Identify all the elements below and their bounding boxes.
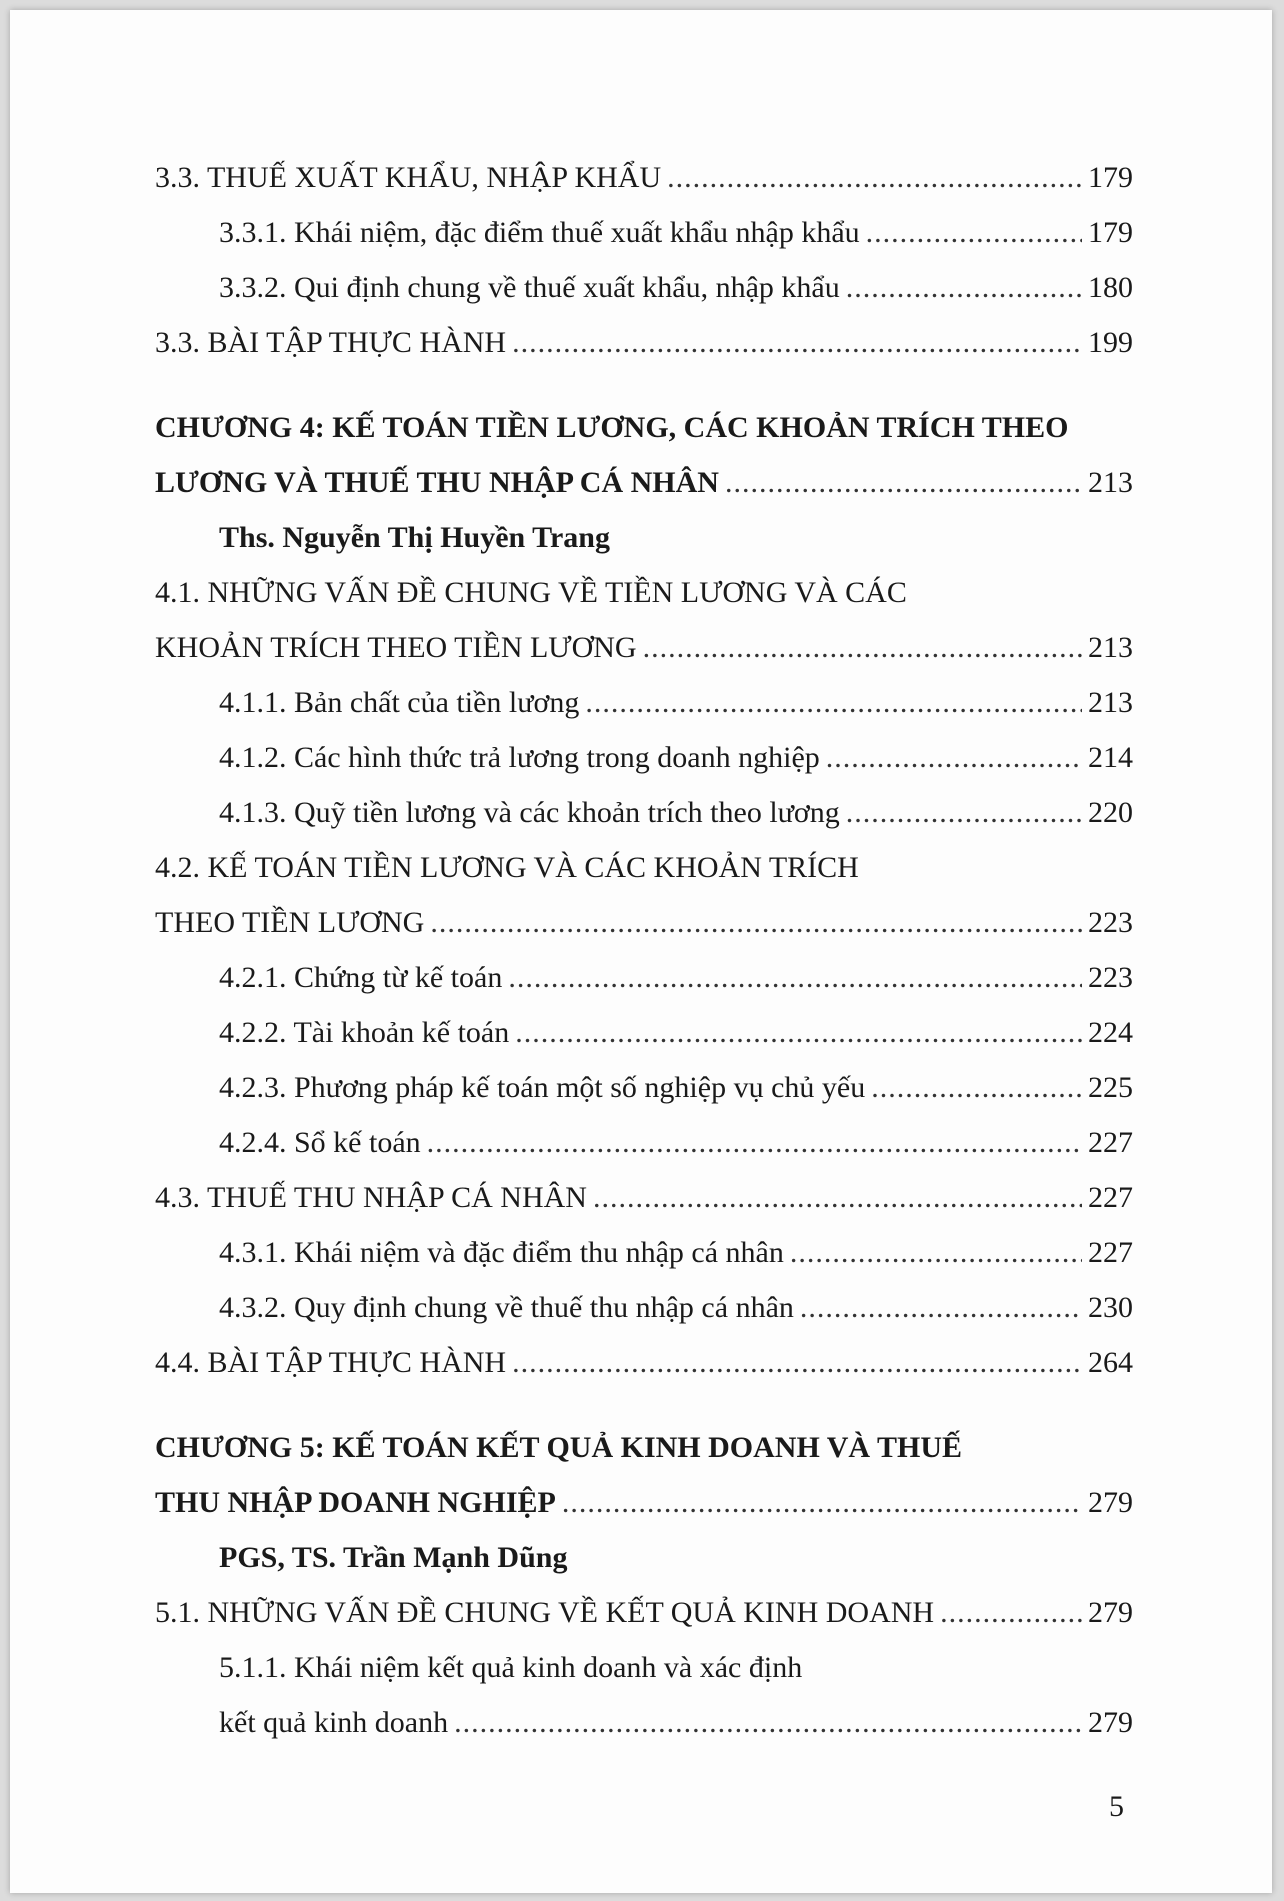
toc-entry <box>219 1225 1133 1280</box>
dot-leader <box>800 1280 1082 1335</box>
chapter-page: 279 <box>1088 1486 1133 1519</box>
toc-entry <box>155 1170 1133 1225</box>
dot-leader <box>593 1170 1082 1225</box>
toc-entry <box>155 150 1133 205</box>
toc-entry <box>155 1335 1133 1390</box>
toc-entry <box>219 260 1133 315</box>
toc-entry <box>219 1005 1133 1060</box>
toc-entry-page: 223 <box>1088 906 1133 939</box>
toc-entry-page: 213 <box>1088 631 1133 664</box>
dot-leader <box>643 620 1082 675</box>
chapter-5-heading <box>155 1420 1133 1530</box>
spacer <box>155 370 1133 400</box>
toc-entry-title: 4.1.1. Bản chất của tiền lương <box>219 686 580 719</box>
dot-leader <box>430 895 1082 950</box>
toc-entry-title: 3.3. BÀI TẬP THỰC HÀNH <box>155 326 507 359</box>
toc-entry <box>155 315 1133 370</box>
dot-leader <box>871 1060 1082 1115</box>
dot-leader <box>667 150 1082 205</box>
toc-entry-title: 3.3. THUẾ XUẤT KHẨU, NHẬP KHẨU <box>155 161 662 194</box>
toc-entry <box>219 1115 1133 1170</box>
toc-entry <box>219 1695 1133 1750</box>
chapter-page: 213 <box>1088 466 1133 499</box>
toc-entry-page: 225 <box>1088 1071 1133 1104</box>
toc-entry-page: 199 <box>1088 326 1133 359</box>
toc-entry-page: 279 <box>1088 1596 1133 1629</box>
toc-entry-title: 4.3. THUẾ THU NHẬP CÁ NHÂN <box>155 1181 587 1214</box>
toc-entry-page: 224 <box>1088 1016 1133 1049</box>
toc-entry-page: 213 <box>1088 686 1133 719</box>
toc-entry-title: 4.2.3. Phương pháp kế toán một số nghiệp vụ chủ yếu <box>219 1071 866 1104</box>
toc-entry-page: 279 <box>1088 1706 1133 1739</box>
toc-entry-title: 3.3.1. Khái niệm, đặc điểm thuế xuất khẩu nhập khẩu <box>219 216 860 249</box>
dot-leader <box>508 950 1082 1005</box>
toc-entry <box>219 785 1133 840</box>
toc-entry <box>155 620 1133 675</box>
dot-leader <box>846 785 1082 840</box>
spacer <box>155 1390 1133 1420</box>
toc-entry-page: 264 <box>1088 1346 1133 1379</box>
toc-entry-title: 4.3.1. Khái niệm và đặc điểm thu nhập cá nhân <box>219 1236 784 1269</box>
toc-entry-page: 227 <box>1088 1126 1133 1159</box>
toc-entry-title: 3.3.2. Qui định chung về thuế xuất khẩu, nhập khẩu <box>219 271 840 304</box>
dot-leader <box>515 1005 1082 1060</box>
toc-entry <box>219 205 1133 260</box>
toc-entry <box>219 675 1133 730</box>
toc-entry-title: 4.4. BÀI TẬP THỰC HÀNH <box>155 1346 507 1379</box>
table-of-contents <box>155 150 1133 1750</box>
toc-entry-page: 227 <box>1088 1181 1133 1214</box>
toc-entry-page: 179 <box>1088 161 1133 194</box>
dot-leader <box>585 675 1082 730</box>
dot-leader <box>427 1115 1082 1170</box>
toc-entry-page: 180 <box>1088 271 1133 304</box>
dot-leader <box>454 1695 1082 1750</box>
dot-leader <box>940 1585 1082 1640</box>
section-title-line1: 5.1.1. Khái niệm kết quả kinh doanh và xác định <box>219 1651 803 1684</box>
toc-entry <box>219 1060 1133 1115</box>
toc-entry-page: 220 <box>1088 796 1133 829</box>
book-page <box>10 10 1272 1893</box>
toc-entry <box>219 730 1133 785</box>
toc-entry <box>155 1585 1133 1640</box>
chapter-author: Ths. Nguyễn Thị Huyền Trang <box>219 521 610 554</box>
toc-entry-page: 179 <box>1088 216 1133 249</box>
toc-entry-title: 4.1.3. Quỹ tiền lương và các khoản trích theo lương <box>219 796 840 829</box>
dot-leader <box>790 1225 1082 1280</box>
chapter-title-line1: CHƯƠNG 5: KẾ TOÁN KẾT QUẢ KINH DOANH VÀ THUẾ <box>155 1431 963 1464</box>
toc-entry-page: 230 <box>1088 1291 1133 1324</box>
chapter-author: PGS, TS. Trần Mạnh Dũng <box>219 1541 568 1574</box>
toc-entry-page: 227 <box>1088 1236 1133 1269</box>
toc-entry <box>219 950 1133 1005</box>
dot-leader <box>512 315 1082 370</box>
toc-entry-title: 4.2.2. Tài khoản kế toán <box>219 1016 510 1049</box>
page-number: 5 <box>1109 1790 1124 1823</box>
toc-entry-title: 5.1. NHỮNG VẤN ĐỀ CHUNG VỀ KẾT QUẢ KINH DOANH <box>155 1596 935 1629</box>
dot-leader <box>725 455 1082 510</box>
chapter-4-heading <box>155 400 1133 510</box>
toc-entry-title: KHOẢN TRÍCH THEO TIỀN LƯƠNG <box>155 631 637 664</box>
toc-entry-title: 4.2.4. Sổ kế toán <box>219 1126 421 1159</box>
section-title-line1: 4.2. KẾ TOÁN TIỀN LƯƠNG VÀ CÁC KHOẢN TRÍCH <box>155 851 859 884</box>
dot-leader <box>846 260 1082 315</box>
dot-leader <box>826 730 1082 785</box>
chapter-title-line1: CHƯƠNG 4: KẾ TOÁN TIỀN LƯƠNG, CÁC KHOẢN TRÍCH THEO <box>155 411 1069 444</box>
dot-leader <box>562 1475 1082 1530</box>
toc-entry-page: 223 <box>1088 961 1133 994</box>
toc-entry-page: 214 <box>1088 741 1133 774</box>
toc-entry <box>219 1280 1133 1335</box>
dot-leader <box>866 205 1082 260</box>
toc-entry-title: kết quả kinh doanh <box>219 1706 449 1739</box>
chapter-title-line2: LƯƠNG VÀ THUẾ THU NHẬP CÁ NHÂN <box>155 466 719 499</box>
section-title-line1: 4.1. NHỮNG VẤN ĐỀ CHUNG VỀ TIỀN LƯƠNG VÀ CÁC <box>155 576 907 609</box>
toc-entry-title: 4.3.2. Quy định chung về thuế thu nhập cá nhân <box>219 1291 794 1324</box>
toc-entry-title: 4.2.1. Chứng từ kế toán <box>219 961 503 994</box>
toc-entry <box>155 895 1133 950</box>
toc-entry-title: THEO TIỀN LƯƠNG <box>155 906 425 939</box>
dot-leader <box>512 1335 1082 1390</box>
toc-entry-title: 4.1.2. Các hình thức trả lương trong doanh nghiệp <box>219 741 820 774</box>
chapter-title-line2: THU NHẬP DOANH NGHIỆP <box>155 1486 556 1519</box>
